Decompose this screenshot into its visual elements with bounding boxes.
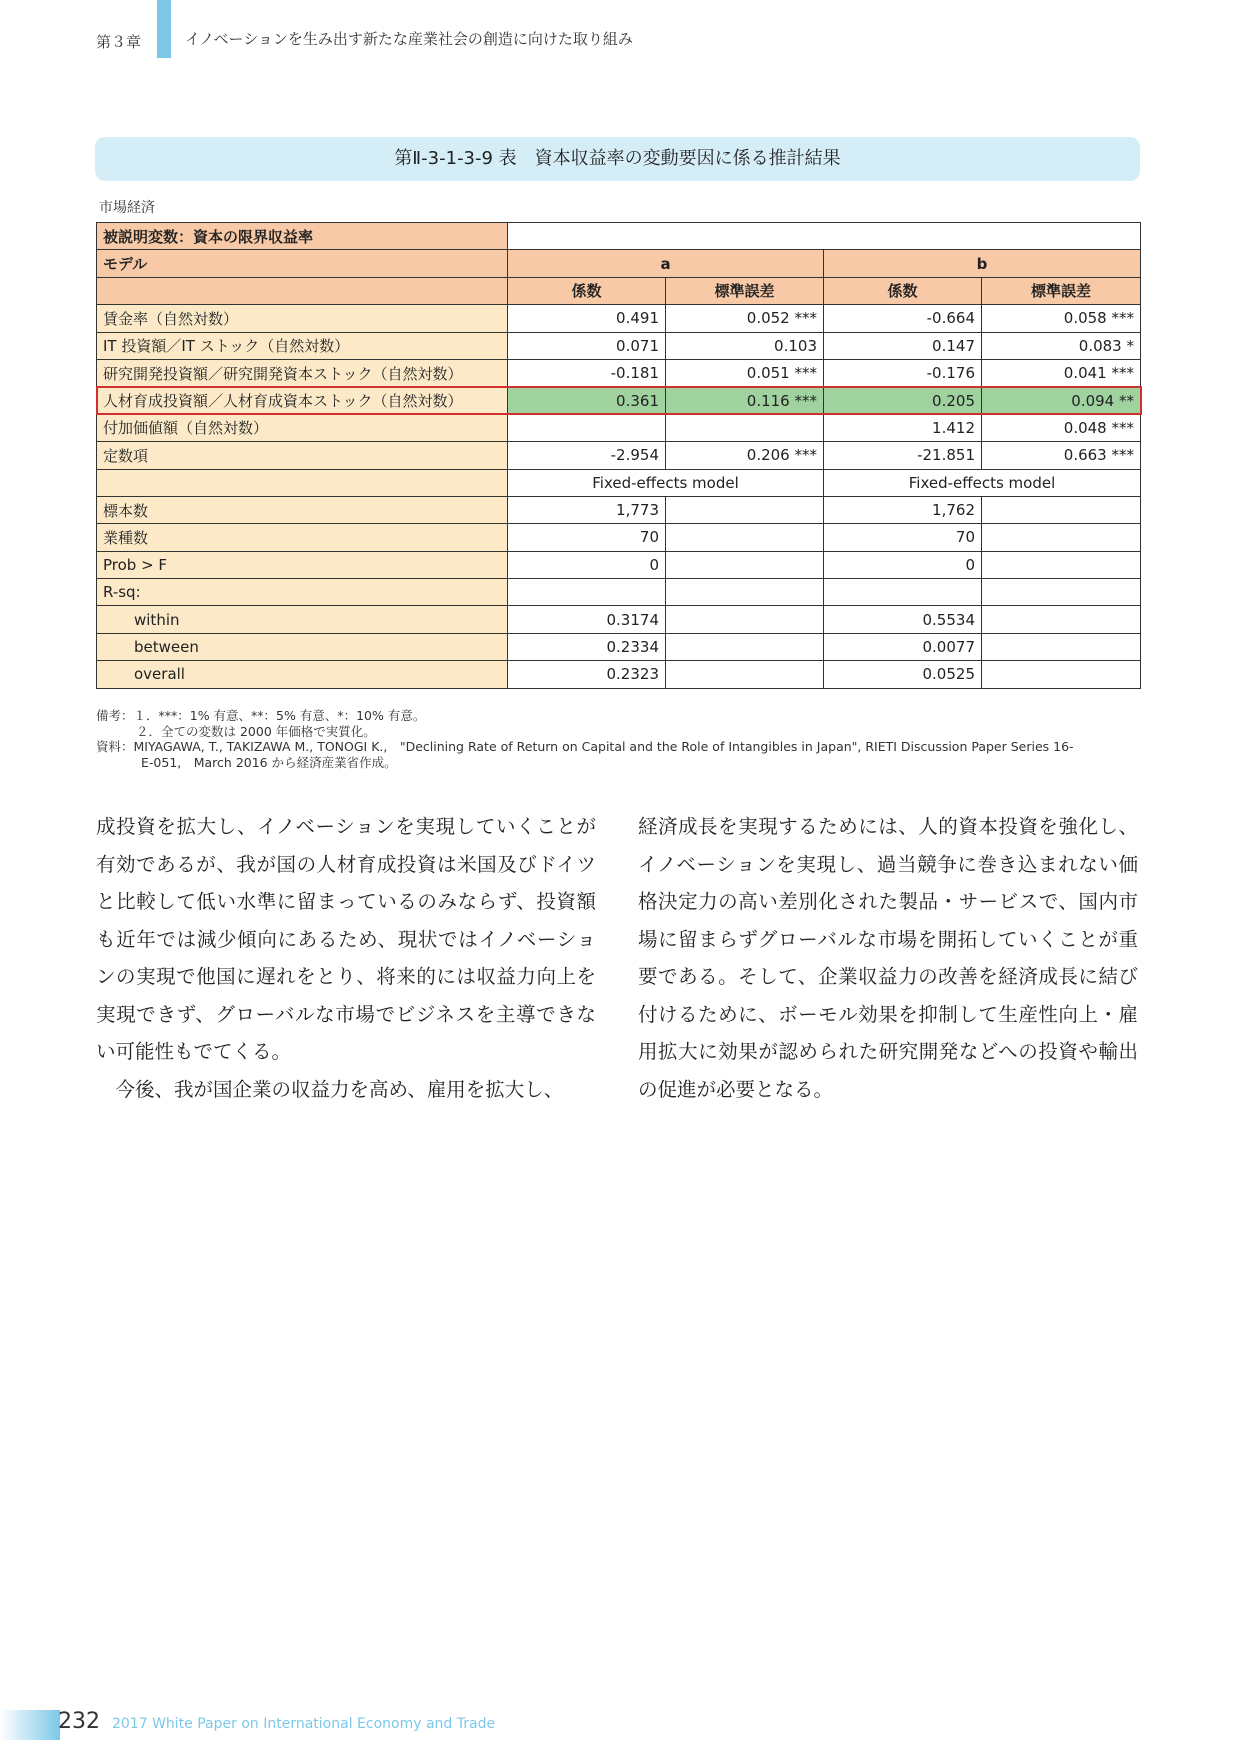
- blank-cell: [982, 606, 1141, 633]
- model-type-a: Fixed-effects model: [508, 469, 824, 496]
- model-label: モデル: [97, 250, 508, 277]
- body-paragraph: 経済成長を実現するためには、人的資本投資を強化し、イノベーションを実現し、過当競争に巻き込まれない価格決定力の高い差別化された製品・サービスで、国内市場に留まらずグローバルな市場を開拓していくことが重要である。そして、企業収益力の改善を経済成長に結び付けるために、ボーモル効果を抑制して生産性向上・雇用拡大に効果が認められた研究開発などへの投資や輸出の促進が必要となる。: [638, 815, 1138, 1101]
- blank-cell: [982, 551, 1141, 578]
- b-se: 0.058 ***: [982, 305, 1141, 332]
- b-coef: -0.176: [824, 359, 982, 386]
- stat-a: 70: [508, 524, 666, 551]
- table-row: [97, 442, 1141, 469]
- blank-cell: [666, 606, 824, 633]
- note-real-terms: ２．全ての変数は 2000 年価格で実質化。: [136, 723, 376, 739]
- a-se: 0.116 ***: [666, 387, 824, 414]
- stats-row: [97, 496, 1141, 523]
- rsq-row: [97, 606, 1141, 633]
- stat-b: 70: [824, 524, 982, 551]
- footer-accent-bar: [0, 1710, 60, 1740]
- a-coef: -2.954: [508, 442, 666, 469]
- table-header-row: [97, 277, 1141, 304]
- blank-cell: [666, 551, 824, 578]
- b-se: 0.048 ***: [982, 414, 1141, 441]
- blank-cell: [982, 579, 1141, 606]
- se-header: 標準誤差: [666, 277, 824, 304]
- source-line-continued: E-051, March 2016 から経済産業省作成。: [141, 754, 397, 770]
- body-column-right: [638, 808, 1138, 1108]
- variable-label: 付加価値額（自然対数）: [97, 414, 508, 441]
- model-type-row: [97, 469, 1141, 496]
- rsq-a: 0.2334: [508, 633, 666, 660]
- a-coef: 0.491: [508, 305, 666, 332]
- table-header-row: [97, 250, 1141, 277]
- stat-b: 1,762: [824, 496, 982, 523]
- chapter-label: 第３章: [96, 32, 142, 51]
- blank-cell: [982, 633, 1141, 660]
- blank-cell: [666, 579, 824, 606]
- stats-row: [97, 524, 1141, 551]
- body-column-left: [96, 808, 596, 1108]
- b-coef: -21.851: [824, 442, 982, 469]
- rsq-b: 0.0525: [824, 661, 982, 688]
- variable-label: 人材育成投資額／人材育成資本ストック（自然対数）: [97, 387, 508, 414]
- table-caption: 市場経済: [99, 200, 155, 216]
- b-coef: 0.147: [824, 332, 982, 359]
- highlighted-table-row: [97, 387, 1141, 414]
- a-se: [666, 414, 824, 441]
- rsq-a: 0.3174: [508, 606, 666, 633]
- model-b-header: b: [824, 250, 1141, 277]
- rsq-b: 0.0077: [824, 633, 982, 660]
- running-header: [96, 26, 141, 56]
- blank-cell: [666, 661, 824, 688]
- a-se: 0.206 ***: [666, 442, 824, 469]
- coef-header: 係数: [508, 277, 666, 304]
- b-se: 0.041 ***: [982, 359, 1141, 386]
- b-se: 0.663 ***: [982, 442, 1141, 469]
- b-se: 0.094 **: [982, 387, 1141, 414]
- blank-cell: [666, 496, 824, 523]
- table-title: 第Ⅱ-3-1-3-9 表 資本収益率の変動要因に係る推計結果: [95, 137, 1140, 181]
- table-row: [97, 359, 1141, 386]
- table-notes: [96, 708, 1146, 770]
- stat-label: Prob > F: [97, 551, 508, 578]
- rsq-row: [97, 633, 1141, 660]
- blank-cell: [97, 469, 508, 496]
- rsq-type-label: within: [97, 606, 508, 633]
- stat-a: 1,773: [508, 496, 666, 523]
- blank-cell: [666, 633, 824, 660]
- model-a-header: a: [508, 250, 824, 277]
- rsq-type-label: overall: [97, 661, 508, 688]
- a-coef: 0.071: [508, 332, 666, 359]
- a-se: 0.103: [666, 332, 824, 359]
- body-paragraph: 今後、我が国企業の収益力を高め、雇用を拡大し、: [96, 1077, 564, 1101]
- variable-label: 研究開発投資額／研究開発資本ストック（自然対数）: [97, 359, 508, 386]
- chapter-title: イノベーションを生み出す新たな産業社会の創造に向けた取り組み: [185, 30, 633, 48]
- rsq-type-label: between: [97, 633, 508, 660]
- variable-label: IT 投資額／IT ストック（自然対数）: [97, 332, 508, 359]
- rsq-label: R-sq:: [97, 579, 508, 606]
- a-coef: 0.361: [508, 387, 666, 414]
- stat-b: 0: [824, 551, 982, 578]
- b-coef: -0.664: [824, 305, 982, 332]
- rsq-row: [97, 661, 1141, 688]
- dependent-variable-label: 被説明変数：資本の限界収益率: [97, 223, 508, 250]
- table-header-row: [97, 223, 1141, 250]
- blank-cell: [982, 496, 1141, 523]
- a-coef: -0.181: [508, 359, 666, 386]
- estimation-table: [96, 222, 1141, 689]
- b-coef: 1.412: [824, 414, 982, 441]
- footer-title: 2017 White Paper on International Economy and Trade: [112, 1716, 496, 1732]
- b-se: 0.083 *: [982, 332, 1141, 359]
- rsq-b: 0.5534: [824, 606, 982, 633]
- header-accent-bar: [157, 0, 171, 58]
- variable-label: 賃金率（自然対数）: [97, 305, 508, 332]
- se-header: 標準誤差: [982, 277, 1141, 304]
- blank-cell: [508, 223, 1141, 250]
- model-type-b: Fixed-effects model: [824, 469, 1141, 496]
- body-paragraph: 成投資を拡大し、イノベーションを実現していくことが有効であるが、我が国の人材育成投資は米国及びドイツと比較して低い水準に留まっているのみならず、投資額も近年では減少傾向にあるため、現状ではイノベーションの実現で他国に遅れをとり、将来的には収益力向上を実現できず、グローバルな市場でビジネスを主導できない可能性もでてくる。: [96, 815, 596, 1063]
- stats-row: [97, 551, 1141, 578]
- a-se: 0.051 ***: [666, 359, 824, 386]
- a-se: 0.052 ***: [666, 305, 824, 332]
- variable-label: 定数項: [97, 442, 508, 469]
- b-coef: 0.205: [824, 387, 982, 414]
- page-number: 232: [58, 1709, 100, 1734]
- rsq-header-row: [97, 579, 1141, 606]
- source-line: 資料：MIYAGAWA, T., TAKIZAWA M., TONOGI K., "Declining Rate of Return on Capital and the Role of Intangibles in Japan", RIETI Discussion Paper Series 16-: [96, 739, 1074, 754]
- stat-a: 0: [508, 551, 666, 578]
- stat-label: 業種数: [97, 524, 508, 551]
- coef-header: 係数: [824, 277, 982, 304]
- table-row: [97, 414, 1141, 441]
- blank-cell: [97, 277, 508, 304]
- note-significance: 備考：１．***：1% 有意、**：5% 有意、*：10% 有意。: [96, 708, 426, 723]
- stat-label: 標本数: [97, 496, 508, 523]
- blank-cell: [824, 579, 982, 606]
- table-row: [97, 332, 1141, 359]
- blank-cell: [508, 579, 666, 606]
- a-coef: [508, 414, 666, 441]
- blank-cell: [666, 524, 824, 551]
- rsq-a: 0.2323: [508, 661, 666, 688]
- table-row: [97, 305, 1141, 332]
- blank-cell: [982, 661, 1141, 688]
- blank-cell: [982, 524, 1141, 551]
